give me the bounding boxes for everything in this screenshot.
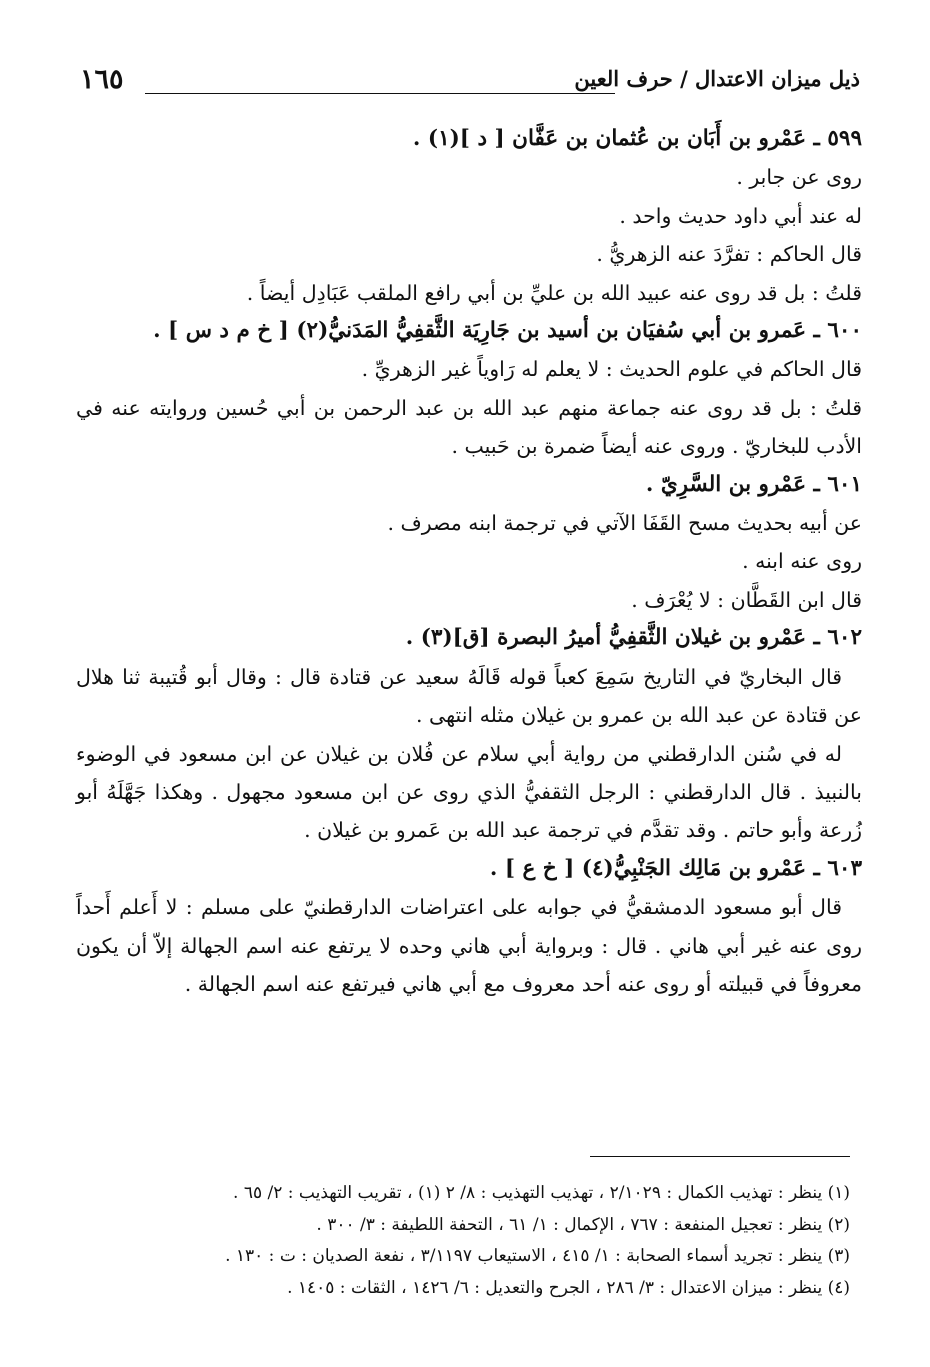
main-text (76, 120, 862, 1003)
footnotes (90, 1178, 850, 1304)
entry-600-title: ٦٠٠ ـ عَمرو بن أبي سُفيَان بن أسيد بن جَارِيَة الثَّقفِيُّ المَدَنيُّ(٢) [ خ م د س ] . (153, 318, 862, 344)
paragraph: له في سُنن الدارقطني من رواية أبي سلام عن فُلان بن غيلان عن ابن مسعود في الوضوء بالنبيذ . قال الدارقطني : الرجل الثقفيُّ الذي روى عن ابن مسعود مجهول . وهكذا جَهَّلَهُ أبو زُرعة وأبو حاتم . وقد تقدَّم في ترجمة عبد الله بن عَمرو بن غيلان . (76, 741, 862, 843)
header-rule (145, 93, 615, 94)
paragraph: قلتُ : بل قد روى عنه عبيد الله بن عليِّ بن أبي رافع الملقب عَبَادِل أيضاً . (246, 280, 862, 305)
paragraph: روى عن جابر . (736, 165, 862, 190)
paragraph: قال الحاكم : تفرَّدَ عنه الزهريُّ . (596, 242, 862, 267)
paragraph: قلتُ : بل قد روى عنه جماعة منهم عبد الله بن عبد الرحمن بن أبي حُسين وروايته عنه في الأدب للبخاريّ . وروى عنه أيضاً ضمرة بن حَبيب . (76, 395, 862, 459)
running-title: ذيل ميزان الاعتدال / حرف العين (574, 66, 860, 91)
paragraph: قال الحاكم في علوم الحديث : لا يعلم له رَاوياً غير الزهريِّ . (361, 357, 862, 382)
paragraph: له عند أبي داود حديث واحد . (619, 203, 862, 228)
entry-603-title: ٦٠٣ ـ عَمْرو بن مَالِك الجَنْبِيُّ(٤) [ خ ع ] . (489, 855, 862, 881)
footnote: (١) ينظر : تهذيب الكمال : ٢/١٠٢٩ ، تهذيب التهذيب : ٨/ ٢ (١) ، تقريب التهذيب : ٢/ ٦٥ . (233, 1183, 850, 1203)
footnote-separator (590, 1156, 850, 1157)
entry-599-title: ٥٩٩ ـ عَمْرو بن أَبَان بن عُثمان بن عَفَّان [ د ](١) . (412, 126, 862, 151)
page-header (60, 62, 860, 102)
paragraph: عن أبيه بحديث مسح القَفَا الآتي في ترجمة ابنه مصرف . (387, 511, 862, 536)
paragraph: قال أبو مسعود الدمشقيُّ في جوابه على اعتراضات الدارقطنيّ على مسلم : لا أَعلم أَحداً روى عنه غير أبي هاني . قال : وبرواية أبي هاني وحده لا يرتفع عنه اسم الجهالة إلاّ أن يكون معروفاً في قبيلته أو روى عنه أحد معروف مع أبي هاني فيرتفع عنه اسم الجهالة . (76, 895, 862, 996)
paragraph: قال البخاريّ في التاريخ سَمِعَ كعباً قوله قَالَهُ سعيد عن قتادة قال : وقال أبو قُتيبة ثنا هلال عن قتادة عن عبد الله بن عمرو بن غيلان مثله انتهى . (76, 664, 862, 728)
page-number: ١٦٥ (80, 64, 124, 95)
footnote: (٣) ينظر : تجريد أسماء الصحابة : ١/ ٤١٥ ، الاستيعاب ٣/١١٩٧ ، نفعة الصديان : ت : ١٣٠ . (225, 1246, 850, 1266)
paragraph: روى عنه ابنه . (742, 549, 862, 574)
footnote: (٤) ينظر : ميزان الاعتدال : ٣/ ٢٨٦ ، الجرح والتعديل : ٦/ ١٤٢٦ ، الثقات : ١٤٠٥ . (287, 1277, 850, 1298)
paragraph: قال ابن القَطَّان : لا يُعْرَف . (631, 587, 862, 612)
entry-601-title: ٦٠١ ـ عَمْرو بن السَّرِيّ . (645, 471, 862, 497)
entry-602-title: ٦٠٢ ـ عَمْرو بن غيلان الثَّقفِيُّ أميرُ البصرة [ق](٣) . (405, 625, 862, 651)
footnote: (٢) ينظر : تعجيل المنفعة : ٧٦٧ ، الإكمال : ١/ ٦١ ، التحفة اللطيفة : ٣/ ٣٠٠ . (316, 1214, 850, 1235)
